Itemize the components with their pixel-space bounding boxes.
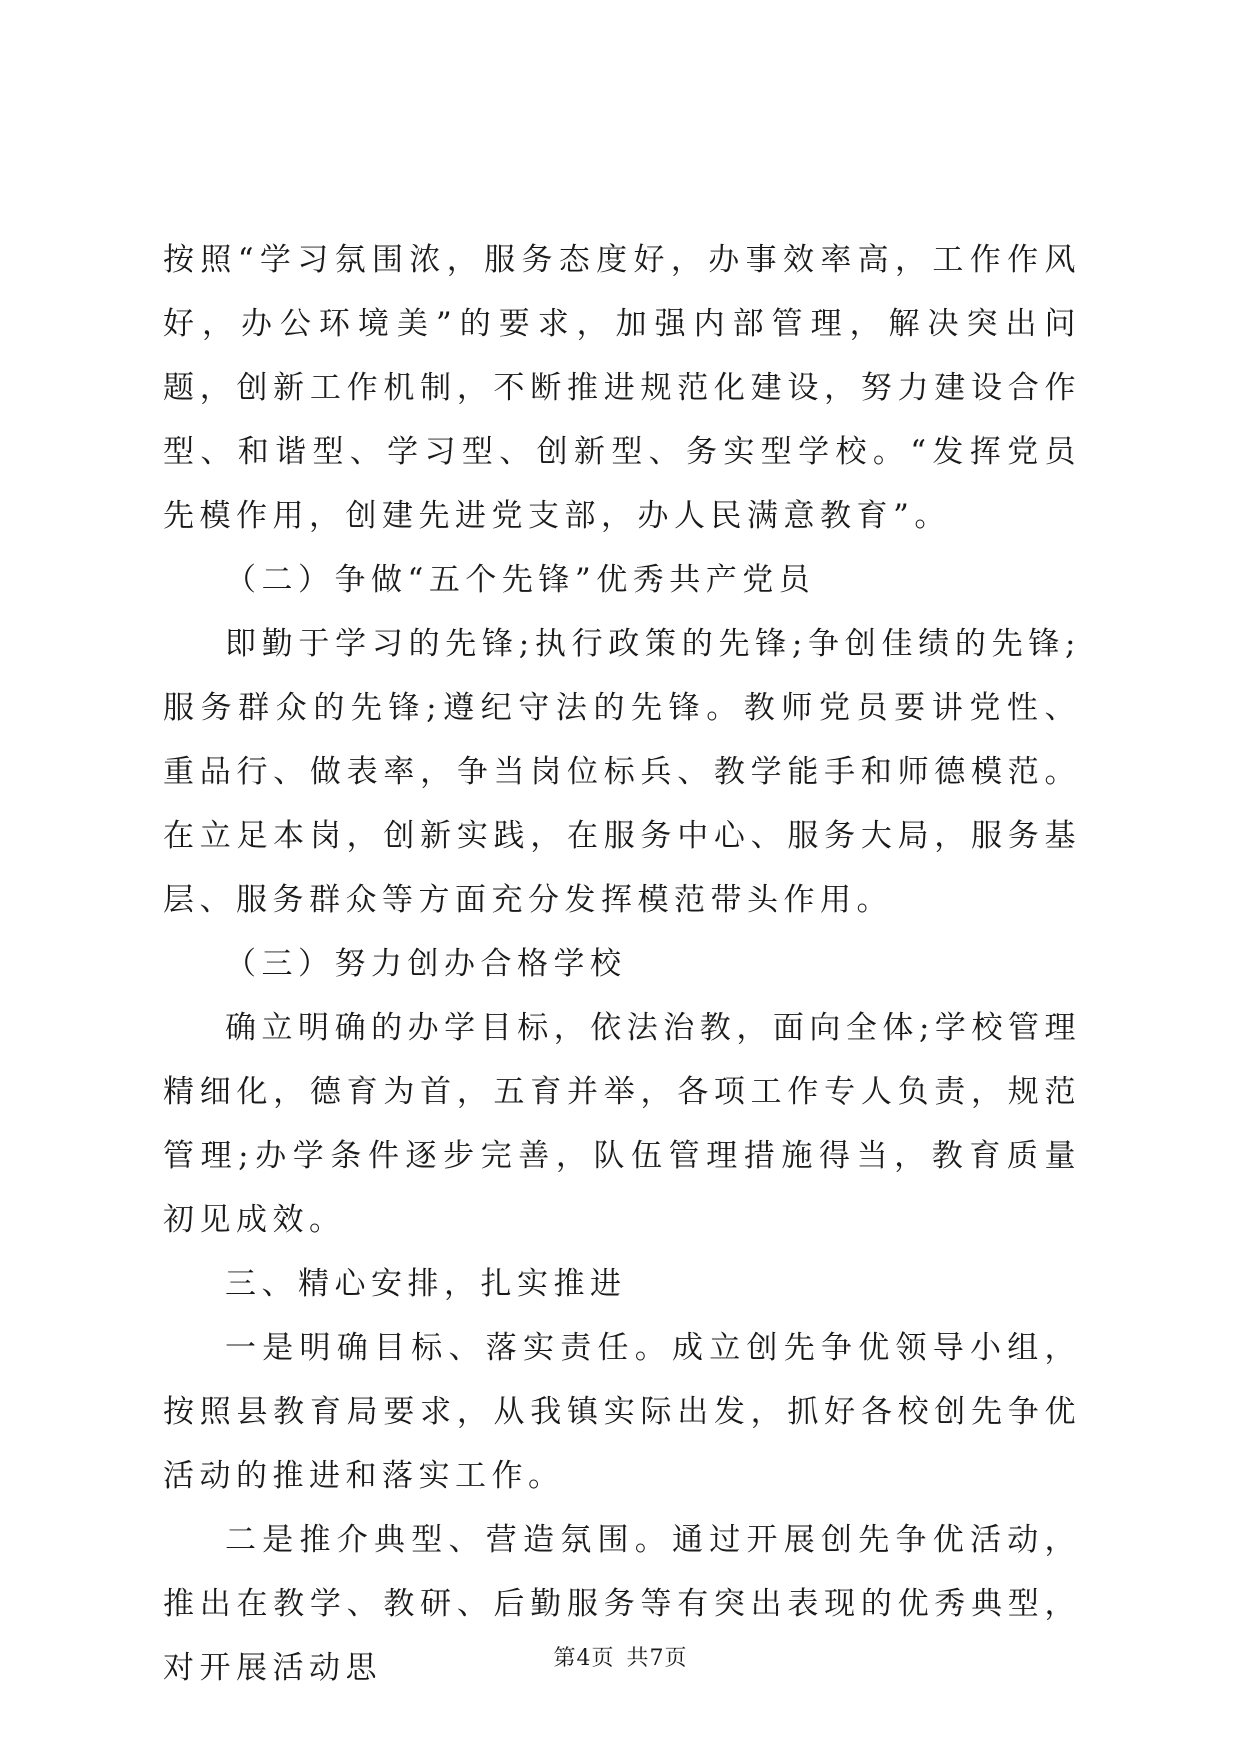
page-number: 第4页: [553, 1646, 615, 1671]
paragraph-goals-responsibility: 一是明确目标、落实责任。成立创先争优领导小组，按照县教育局要求，从我镇实际出发，抓好各校创先争优活动的推进和落实工作。: [163, 1330, 1081, 1494]
paragraph-models-atmosphere: 二是推介典型、营造氛围。通过开展创先争优活动，推出在教学、教研、后勤服务等有突出表现的优秀典型，对开展活动思: [163, 1522, 1081, 1686]
section-heading-2: （二）争做“五个先锋”优秀共产党员: [225, 562, 816, 598]
page-total: 共7页: [626, 1646, 688, 1671]
paragraph-qualified-school: 确立明确的办学目标，依法治教，面向全体;学校管理精细化，德育为首，五育并举，各项工作专人负责，规范管理;办学条件逐步完善，队伍管理措施得当，教育质量初见成效。: [163, 1010, 1081, 1238]
document-body: [163, 228, 1081, 1700]
section-heading-3: （三）努力创办合格学校: [225, 946, 627, 982]
paragraph-five-pioneers: 即勤于学习的先锋;执行政策的先锋;争创佳绩的先锋;服务群众的先锋;遵纪守法的先锋。教师党员要讲党性、重品行、做表率，争当岗位标兵、教学能手和师德模范。在立足本岗，创新实践，在服务中心、服务大局，服务基层、服务群众等方面充分发挥模范带头作用。: [163, 626, 1081, 918]
section-heading-part-3: 三、精心安排，扎实推进: [225, 1266, 627, 1302]
page-footer: [0, 1641, 1241, 1672]
paragraph-continuation: 按照“学习氛围浓，服务态度好，办事效率高，工作作风好，办公环境美”的要求，加强内部管理，解决突出问题，创新工作机制，不断推进规范化建设，努力建设合作型、和谐型、学习型、创新型、务实型学校。“发挥党员先模作用，创建先进党支部，办人民满意教育”。: [163, 242, 1081, 534]
